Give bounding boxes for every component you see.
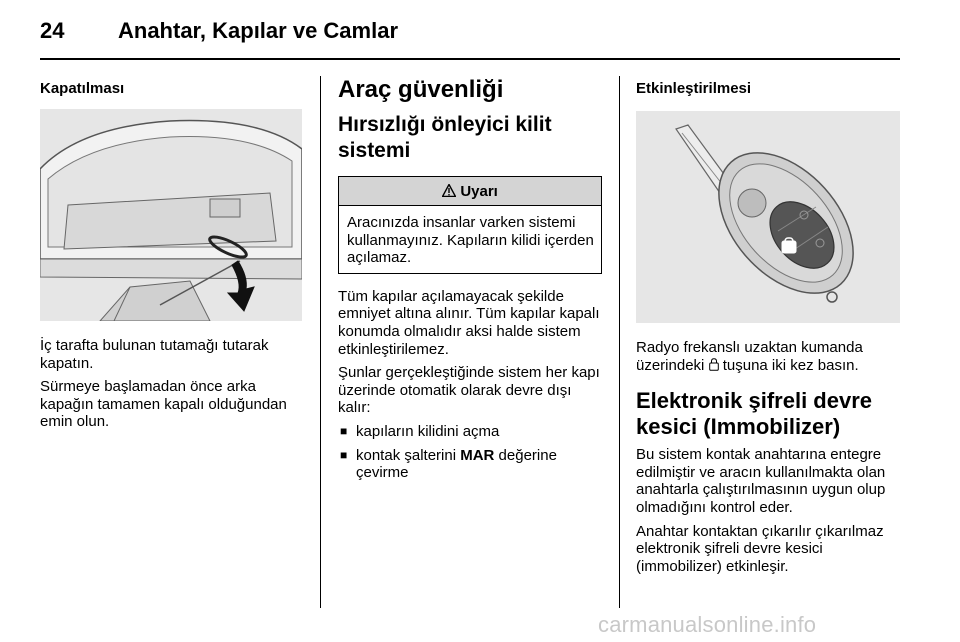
warning-label: Uyarı <box>460 183 498 200</box>
deactivation-list <box>338 423 602 482</box>
list-item: ■ kapıların kilidini açma <box>340 422 500 440</box>
column-divider-left <box>320 76 321 608</box>
warning-triangle-icon <box>442 183 460 200</box>
column-divider-right <box>619 76 620 608</box>
remote-key-drawing <box>636 111 900 323</box>
activation-instruction: Radyo frekanslı uzaktan kumanda üzerindeki tuşuna iki kez basın. <box>636 339 863 374</box>
immobilizer-activation-note: Anahtar kontaktan çıkarılır çıkarılmaz elektronik şifreli devre kesici (immobilizer) etkinleşir. <box>636 522 884 575</box>
tailgate-drawing <box>40 109 302 321</box>
mar-position-label: MAR <box>460 446 495 464</box>
column-1 <box>40 72 304 437</box>
immobilizer-description: Bu sistem kontak anahtarına entegre edilmiştir ve aracın kullanılmakta olan anahtarla çalıştırılmasının uygun olup olmadığını kontrol eder. <box>636 446 886 516</box>
warning-box <box>338 176 602 274</box>
lock-button-icon <box>709 357 719 373</box>
antitheft-description: Tüm kapılar açılamayacak şekilde emniyet altına alınır. Tüm kapılar kapalı konumda olmalıdır aksi halde sistem etkinleştirilemez. <box>338 287 600 358</box>
section-subhead-activation: Etkinleştirilmesi <box>636 80 752 97</box>
section-subhead-closing: Kapatılması <box>40 80 125 97</box>
bullet-square-icon: ■ <box>340 423 348 438</box>
warning-text: Aracınızda insanlar varken sistemi kullanmayınız. Kapıların kilidi içerden açılamaz. <box>347 214 594 267</box>
section-subtitle-antitheft: Hırsızlığı önleyici kilit sistemi <box>338 113 552 162</box>
column-3 <box>636 72 902 581</box>
section-title-immobilizer: Elektronik şifreli devre kesici (Immobilizer) <box>636 388 872 440</box>
header-rule <box>40 58 900 60</box>
section-title-vehicle-security: Araç güvenliği <box>338 76 504 103</box>
list-item: ■ kontak şalterini MAR değerine çevirme <box>340 446 557 482</box>
antitheft-deactivation-intro: Şunlar gerçekleştiğinde sistem her kapı üzerinde otomatik olarak devre dışı kalır: <box>338 364 600 417</box>
warning-header <box>339 177 601 206</box>
page-header-title: Anahtar, Kapılar ve Camlar <box>118 18 399 43</box>
closing-instruction: İç tarafta bulunan tutamağı tutarak kapatın. <box>40 337 269 372</box>
page-number: 24 <box>40 18 65 43</box>
watermark-text: carmanualsonline.info <box>598 612 817 637</box>
remote-key-illustration <box>636 111 900 323</box>
column-2 <box>338 72 602 488</box>
bullet-square-icon: ■ <box>340 447 348 462</box>
tailgate-illustration <box>40 109 302 321</box>
closing-safety-note: Sürmeye başlamadan önce arka kapağın tamamen kapalı olduğundan emin olun. <box>40 378 287 431</box>
